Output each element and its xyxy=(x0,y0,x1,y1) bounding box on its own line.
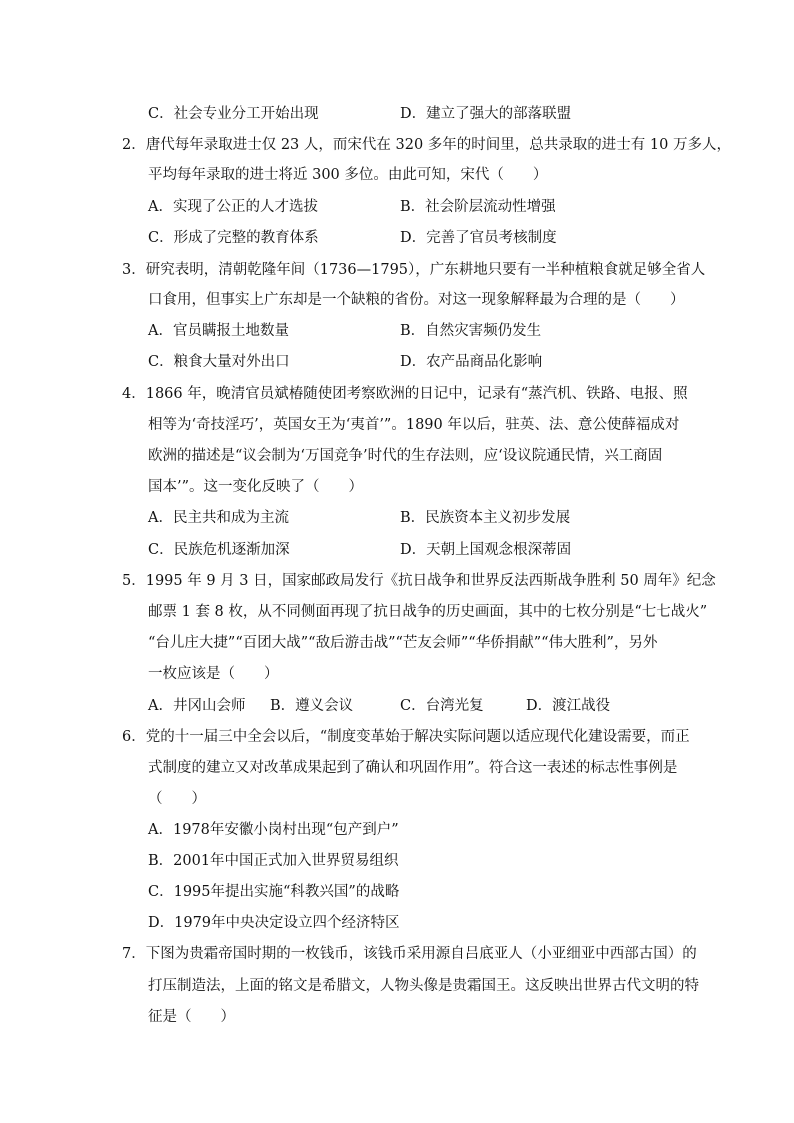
q6-option-b: B．2001年中国正式加入世界贸易组织 xyxy=(148,853,399,869)
q5-stem-line-3: “台儿庄大捷”“百团大战”“敌后游击战”“芒友会师”“华侨捐献”“伟大胜利”，另外 xyxy=(148,635,658,651)
q2-option-b: B．社会阶层流动性增强 xyxy=(400,199,556,215)
q7-stem-line-3: 征是（ ） xyxy=(148,1009,235,1025)
q3-stem-line-2: 口食用，但事实上广东却是一个缺粮的省份。对这一现象解释最为合理的是（ ） xyxy=(148,292,685,308)
q1-option-d: D．建立了强大的部落联盟 xyxy=(400,106,572,122)
q6-stem-line-2: 式制度的建立又对改革成果起到了确认和巩固作用”。符合这一表述的标志性事例是 xyxy=(148,760,678,776)
q4-option-a: A．民主共和成为主流 xyxy=(148,510,289,526)
q5-option-b: B．遵义会议 xyxy=(270,698,354,714)
q5-option-c: C．台湾光复 xyxy=(400,698,484,714)
q4-stem-line-1: 4．1866 年，晚清官员斌椿随使团考察欧洲的日记中，记录有“蒸汽机、铁路、电报、照 xyxy=(122,386,688,402)
q4-option-d: D．天朝上国观念根深蒂固 xyxy=(400,542,572,558)
q6-option-d: D．1979年中央决定设立四个经济特区 xyxy=(148,915,400,931)
q5-stem-line-1: 5．1995 年 9 月 3 日，国家邮政局发行《抗日战争和世界反法西斯战争胜利 50 周年》纪念 xyxy=(122,573,716,589)
q5-option-d: D．渡江战役 xyxy=(526,698,611,714)
q7-stem-line-1: 7．下图为贵霜帝国时期的一枚钱币，该钱币采用源自吕底亚人（小亚细亚中西部古国）的 xyxy=(122,946,697,962)
q5-option-a: A．井冈山会师 xyxy=(148,698,246,714)
q4-stem-line-2: 相等为‘奇技淫巧’，英国女王为‘夷首’”。1890 年以后，驻英、法、意公使薛福成对 xyxy=(148,417,680,433)
q4-option-c: C．民族危机逐渐加深 xyxy=(148,542,290,558)
q6-stem-line-3: （ ） xyxy=(148,791,206,807)
q2-option-a: A．实现了公正的人才选拔 xyxy=(148,199,318,215)
q3-option-d: D．农产品商品化影响 xyxy=(400,354,543,370)
q2-stem-line-1: 2．唐代每年录取进士仅 23 人，而宋代在 320 多年的时间里，总共录取的进士有 10 万多人， xyxy=(122,137,731,153)
q4-stem-line-3: 欧洲的描述是“议会制为‘万国竞争’时代的生存法则，应‘设议院通民情，兴工商固 xyxy=(148,448,663,464)
q6-option-a: A．1978年安徽小岗村出现“包产到户” xyxy=(148,822,399,838)
q3-option-a: A．官员瞒报土地数量 xyxy=(148,323,289,339)
q2-stem-line-2: 平均每年录取的进士将近 300 多位。由此可知，宋代（ ） xyxy=(148,167,548,183)
q4-stem-line-4: 国本’”。这一变化反映了（ ） xyxy=(148,479,364,495)
q2-option-c: C．形成了完整的教育体系 xyxy=(148,230,319,246)
q4-option-b: B．民族资本主义初步发展 xyxy=(400,510,571,526)
q1-option-c: C．社会专业分工开始出现 xyxy=(148,106,319,122)
q3-stem-line-1: 3．研究表明，清朝乾隆年间（1736—1795），广东耕地只要有一半种植粮食就足够全省人 xyxy=(122,262,706,278)
q6-stem-line-1: 6．党的十一届三中全会以后，“制度变革始于解决实际问题以适应现代化建设需要，而正 xyxy=(122,729,690,745)
q6-option-c: C．1995年提出实施“科教兴国”的战略 xyxy=(148,884,400,900)
q2-option-d: D．完善了官员考核制度 xyxy=(400,230,557,246)
q5-stem-line-4: 一枚应该是（ ） xyxy=(148,666,279,682)
q5-stem-line-2: 邮票 1 套 8 枚，从不同侧面再现了抗日战争的历史画面，其中的七枚分别是“七七战火” xyxy=(148,604,708,620)
q7-stem-line-2: 打压制造法，上面的铭文是希腊文，人物头像是贵霜国王。这反映出世界古代文明的特 xyxy=(148,978,699,994)
q3-option-c: C．粮食大量对外出口 xyxy=(148,354,290,370)
q3-option-b: B．自然灾害频仍发生 xyxy=(400,323,542,339)
